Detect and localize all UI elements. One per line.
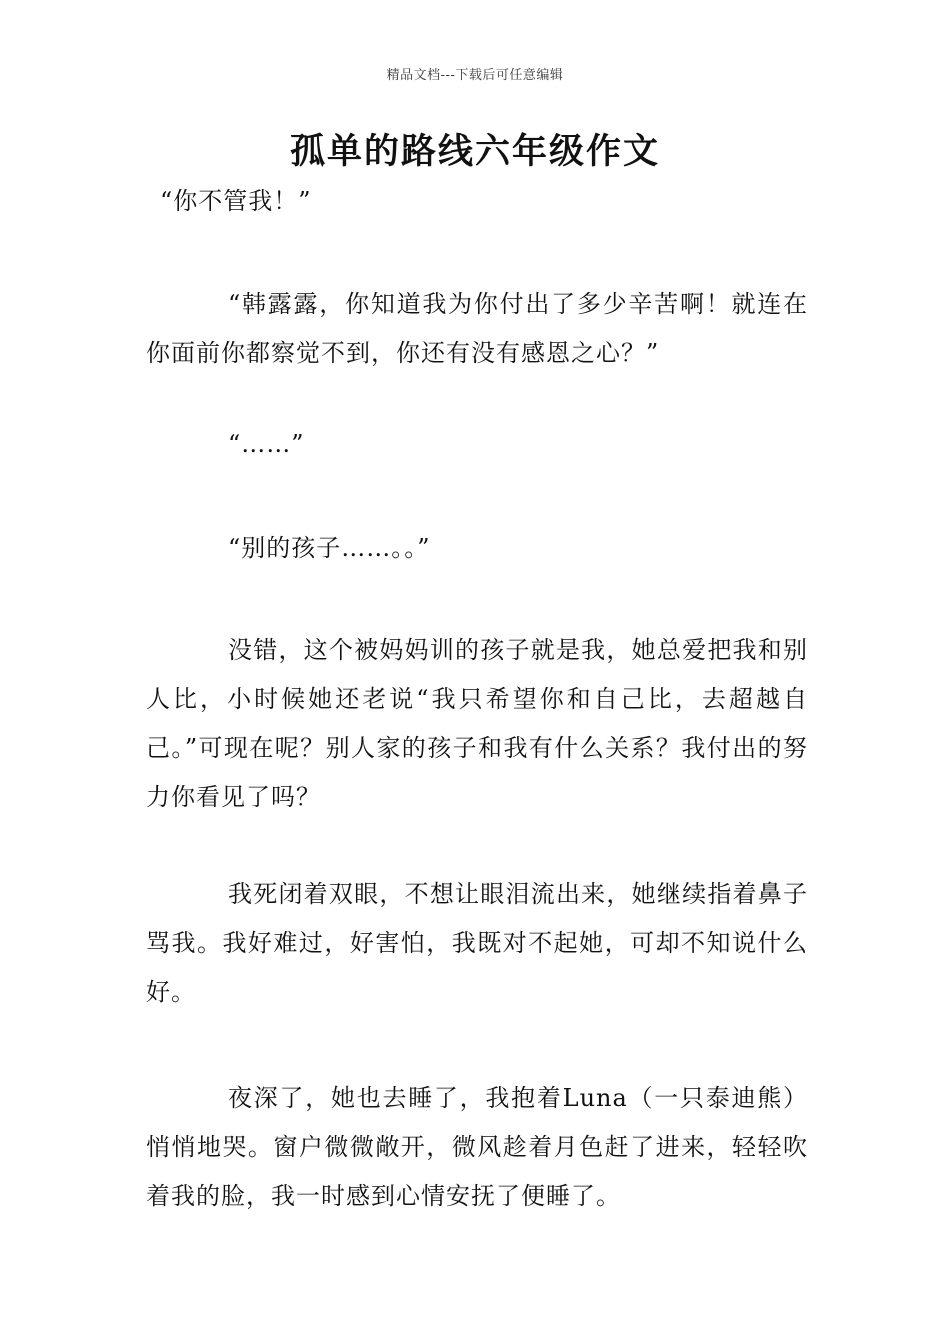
page-header-note: 精品文档---下载后可任意编辑: [386, 68, 564, 83]
paragraph: “你不管我！”: [160, 187, 312, 215]
paragraph: 没错，这个被妈妈训的孩子就是我，她总爱把我和别人比，小时候她还老说“我只希望你和自己比，去超越自己。”可现在呢？别人家的孩子和我有什么关系？我付出的努力你看见了吗？: [146, 636, 808, 811]
paragraph: “……”: [228, 430, 305, 458]
paragraph: 我死闭着双眼，不想让眼泪流出来，她继续指着鼻子骂我。我好难过，好害怕，我既对不起她，可却不知说什么好。: [146, 880, 808, 1006]
paragraph: “韩露露，你知道我为你付出了多少辛苦啊！就连在你面前你都察觉不到，你还有没有感恩之心？”: [146, 290, 808, 367]
paragraph: “别的孩子……。。”: [228, 534, 431, 562]
paragraph: 夜深了，她也去睡了，我抱着Luna（一只泰迪熊）悄悄地哭。窗户微微敞开，微风趁着月色赶了进来，轻轻吹着我的脸，我一时感到心情安抚了便睡了。: [146, 1084, 808, 1210]
document-title: 孤单的路线六年级作文: [289, 132, 660, 172]
